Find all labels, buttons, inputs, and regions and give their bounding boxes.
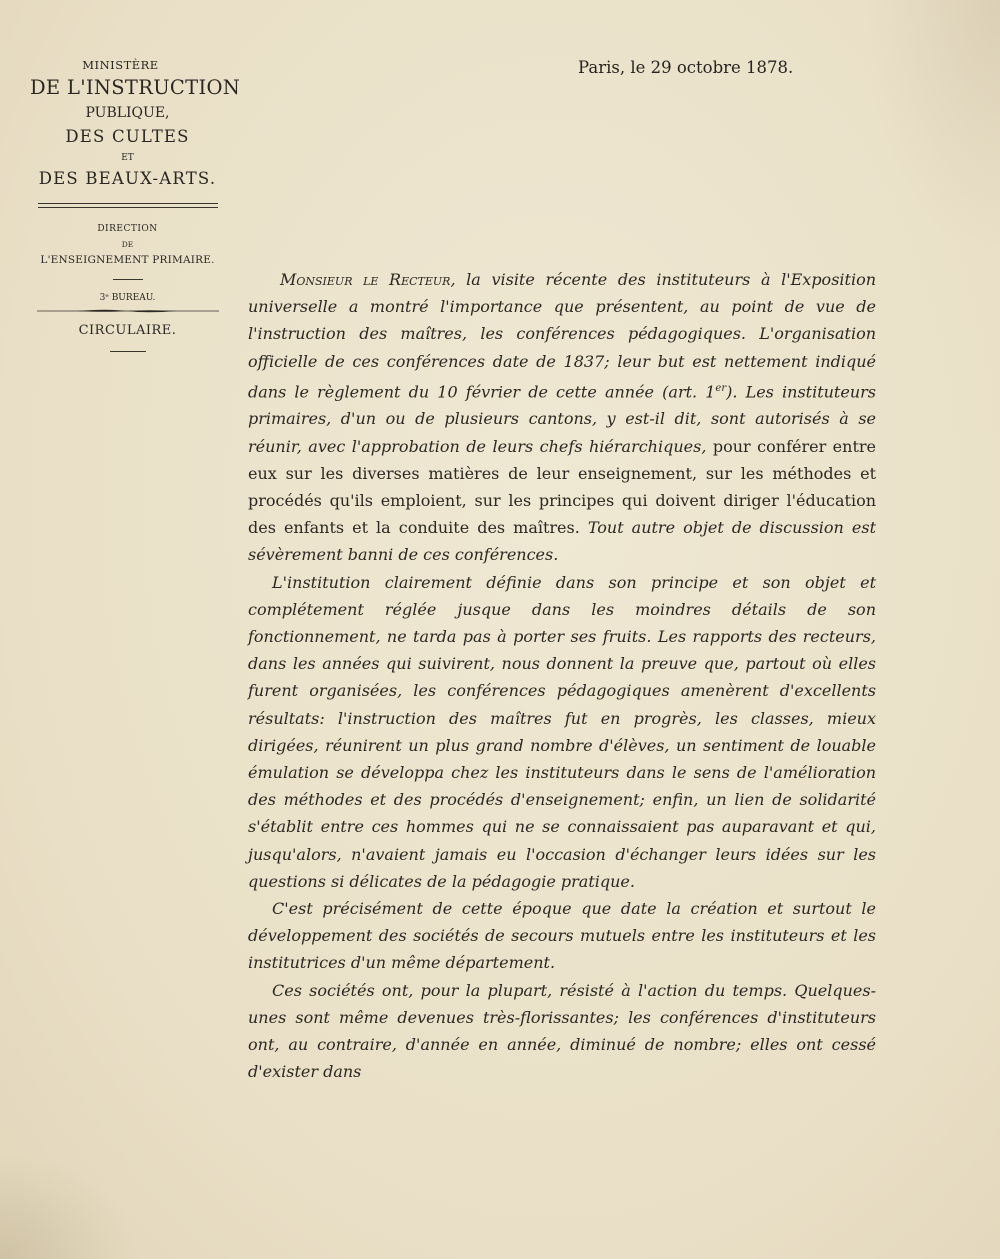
short-rule-divider bbox=[113, 279, 143, 280]
text-span: Tout autre objet de discussion est sévèrement banni de ces conférences. bbox=[248, 518, 876, 565]
letterhead-instruction: DE L'INSTRUCTION bbox=[30, 76, 241, 99]
paragraph bbox=[248, 266, 876, 569]
text-span: Ces sociétés ont, pour la plupart, résisté à l'action du temps. Quelques-unes sont même devenues très-florissantes; les conférences d'instituteurs ont, au contraire, d'année en année, diminué de nombre; elles ont cessé d'exister dans bbox=[248, 980, 876, 1082]
letterhead-circulaire: CIRCULAIRE. bbox=[78, 323, 177, 338]
paragraph bbox=[248, 895, 876, 977]
letterhead-et: ET bbox=[121, 153, 134, 163]
paper-stain bbox=[0, 1150, 140, 1259]
text-span: C'est précisément de cette époque que date la création et surtout le développement des sociétés de secours mutuels entre les instituteurs et les institutrices d'un même département. bbox=[248, 899, 876, 973]
letterhead bbox=[30, 58, 241, 352]
paragraph bbox=[248, 977, 876, 1086]
letterhead-enseignement: L'ENSEIGNEMENT PRIMAIRE. bbox=[40, 254, 215, 266]
letterhead-ministere: MINISTÈRE bbox=[82, 58, 159, 72]
letter-body bbox=[248, 266, 876, 1085]
letterhead-bureau: 3ᵉ BUREAU. bbox=[99, 293, 156, 303]
letterhead-direction: DIRECTION bbox=[97, 224, 158, 234]
paper-stain bbox=[860, 0, 1000, 260]
letterhead-cultes: DES CULTES bbox=[65, 127, 190, 146]
short-rule-divider bbox=[110, 351, 146, 352]
paragraph bbox=[248, 569, 876, 895]
text-span: la visite récente des instituteurs à l'Exposition universelle a montré l'importance que présentent, au point de vue de l'instruction des maîtres, les conférences pédagogiques. L'organisation officielle de ces conférences date de 1837; leur but est nettement indiqué dans le règlement du 10 février de cette année (art. 1 bbox=[248, 270, 877, 402]
superscript: er bbox=[715, 382, 727, 394]
letterhead-beaux-arts: DES BEAUX-ARTS. bbox=[38, 169, 217, 188]
swell-rule-divider bbox=[37, 308, 219, 314]
letterhead-de: DE bbox=[121, 240, 134, 249]
dateline: Paris, le 29 octobre 1878. bbox=[578, 58, 794, 77]
text-span: pour conférer entre eux sur les diverses matières de leur enseignement, sur les méthodes et procédés qu'ils emploient, sur les principes qui doivent diriger l'éducation des enfants et la conduite des maîtres. bbox=[248, 436, 876, 538]
salutation: Monsieur le Recteur, bbox=[280, 270, 456, 289]
letterhead-publique: PUBLIQUE, bbox=[85, 105, 170, 121]
double-rule-divider bbox=[38, 203, 218, 208]
text-span: ). Les instituteurs primaires, d'un ou de plusieurs cantons, y est-il dit, sont autorisés à se réunir, avec l'approbation de leurs chefs hiérarchiques, bbox=[248, 382, 876, 456]
text-span: L'institution clairement définie dans son principe et son objet et complétement réglée jusque dans les moindres détails de son fonctionnement, ne tarda pas à porter ses fruits. Les rapports des recteurs, dans les années qui suivirent, nous donnent la preuve que, partout où elles furent organisées, les conférences pédagogiques amenèrent d'excellents résultats: l'instruction des maîtres fut en progrès, les classes, mieux dirigées, réunirent un plus grand nombre d'élèves, un sentiment de louable émulation se développa chez les instituteurs dans le sens de l'amélioration des méthodes et des procédés d'enseignement; enfin, un lien de solidarité s'établit entre ces hommes qui ne se connaissaient pas auparavant et qui, jusqu'alors, n'avaient jamais eu l'occasion d'échanger leurs idées sur les questions si délicates de la pédagogie pratique. bbox=[248, 572, 876, 891]
